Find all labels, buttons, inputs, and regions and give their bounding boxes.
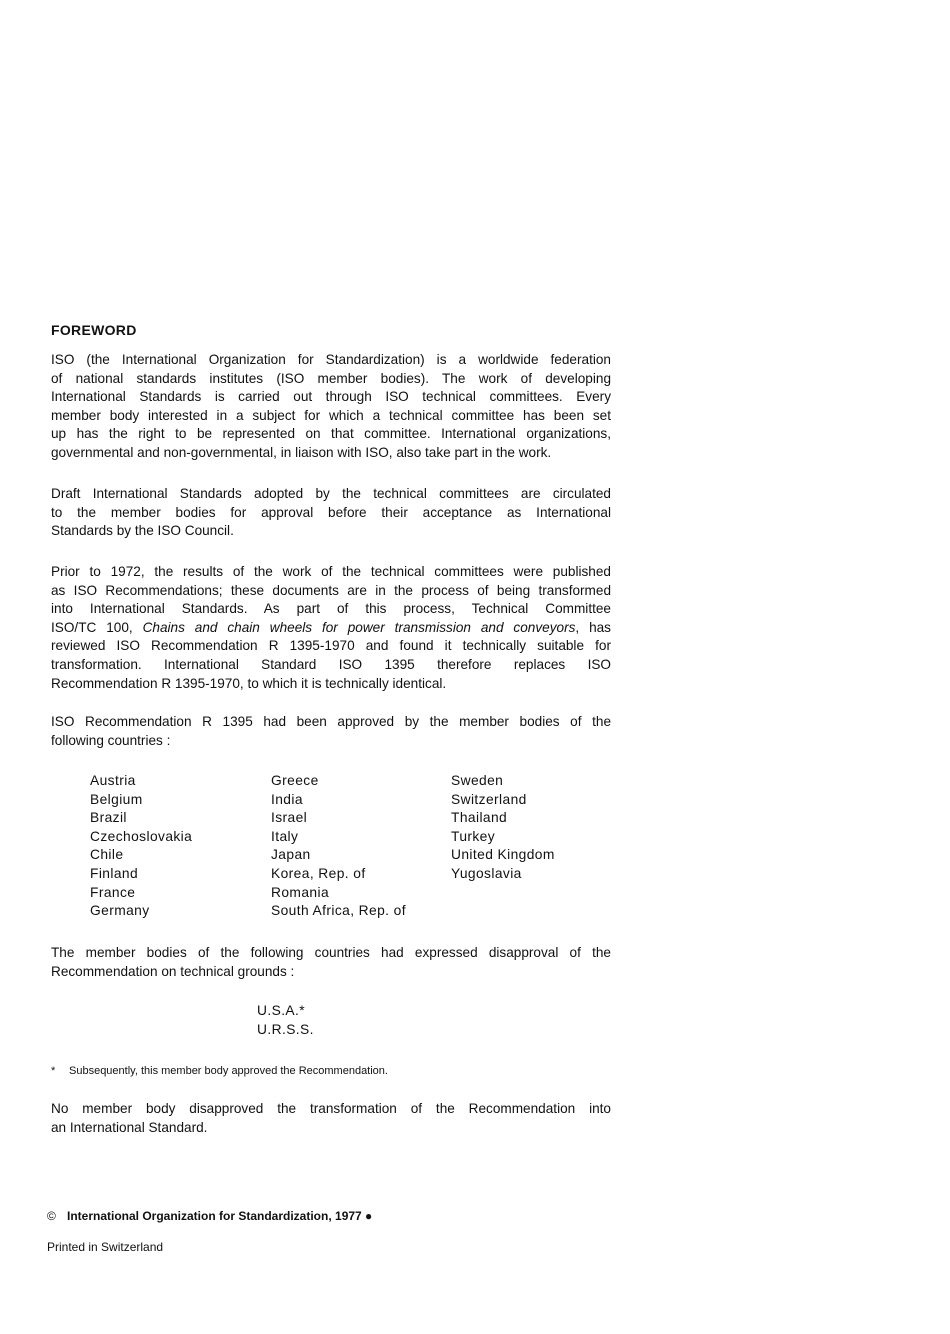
paragraph-line: ISO Recommendation R 1395 had been approved by the member bodies of the <box>51 714 611 729</box>
paragraph-line-committee <box>51 619 611 638</box>
country-item: Sweden <box>451 773 504 788</box>
paragraph-iso-intro <box>51 351 611 463</box>
country-item: South Africa, Rep. of <box>271 903 406 919</box>
copyright-text: International Organization for Standardization, 1977 ● <box>67 1209 373 1223</box>
paragraph-line: to the member bodies for approval before their acceptance as International <box>51 504 611 520</box>
country-item: United Kingdom <box>451 847 555 863</box>
countries-column-3 <box>451 772 555 884</box>
paragraph-line: an International Standard. <box>51 1119 208 1135</box>
paragraph-disapproval <box>51 944 611 981</box>
country-item: Greece <box>271 773 319 788</box>
country-item: Japan <box>271 847 311 863</box>
country-item: U.R.S.S. <box>257 1021 314 1037</box>
paragraph-line: Recommendation R 1395-1970, to which it is technically identical. <box>51 675 447 691</box>
paragraph-line: Recommendation on technical grounds : <box>51 963 295 979</box>
committee-title: Chains and chain wheels for power transmission and conveyors <box>142 619 576 635</box>
country-item: France <box>90 884 136 900</box>
country-item: Turkey <box>451 828 496 844</box>
country-item: Belgium <box>90 791 143 807</box>
paragraph-line: Prior to 1972, the results of the work of the technical committees were published <box>51 564 611 579</box>
country-item: Israel <box>271 810 308 826</box>
footnote <box>51 1064 388 1078</box>
paragraph-approving-countries <box>51 713 611 750</box>
country-item: Italy <box>271 828 299 844</box>
disapproving-countries <box>257 1002 314 1039</box>
paragraph-line: member body interested in a subject for which a technical committee has been set <box>51 407 611 423</box>
paragraph-line: No member body disapproved the transformation of the Recommendation into <box>51 1101 611 1116</box>
country-item: Thailand <box>451 810 508 826</box>
paragraph-no-disapproval <box>51 1100 611 1137</box>
copyright-icon: © <box>47 1209 56 1223</box>
country-item: Switzerland <box>451 791 527 807</box>
country-item: India <box>271 791 303 807</box>
paragraph-line: into International Standards. As part of this process, Technical Committee <box>51 601 611 617</box>
country-item: Romania <box>271 884 330 900</box>
paragraph-line: ISO (the International Organization for Standardization) is a worldwide federation <box>51 352 611 367</box>
committee-prefix: ISO/TC 100, <box>51 619 143 635</box>
countries-column-1 <box>90 772 192 921</box>
paragraph-line: reviewed ISO Recommendation R 1395-1970 and found it technically suitable for <box>51 638 611 654</box>
paragraph-line: following countries : <box>51 732 171 748</box>
country-item: Korea, Rep. of <box>271 865 366 881</box>
paragraph-line: of national standards institutes (ISO member bodies). The work of developing <box>51 370 611 386</box>
paragraph-line: transformation. International Standard ISO 1395 therefore replaces ISO <box>51 656 611 672</box>
country-item: U.S.A.* <box>257 1003 306 1018</box>
committee-suffix: , has <box>575 619 611 635</box>
paragraph-line: International Standards is carried out through ISO technical committees. Every <box>51 389 611 405</box>
country-item: Germany <box>90 903 150 919</box>
country-item: Brazil <box>90 810 127 826</box>
paragraph-line: Draft International Standards adopted by the technical committees are circulated <box>51 486 611 501</box>
country-item: Austria <box>90 773 136 788</box>
paragraph-transformation <box>51 563 611 693</box>
country-item: Finland <box>90 865 139 881</box>
country-item: Chile <box>90 847 124 863</box>
copyright-line <box>47 1209 372 1223</box>
paragraph-line: governmental and non-governmental, in liaison with ISO, also take part in the work. <box>51 444 552 460</box>
paragraph-line: as ISO Recommendations; these documents are in the process of being transformed <box>51 582 611 598</box>
country-item: Czechoslovakia <box>90 828 193 844</box>
foreword-heading: FOREWORD <box>51 322 137 338</box>
countries-column-2 <box>271 772 406 921</box>
paragraph-line: up has the right to be represented on that committee. International organizations, <box>51 426 611 442</box>
footnote-mark: * <box>51 1065 56 1077</box>
country-item: Yugoslavia <box>451 865 522 881</box>
footnote-text: Subsequently, this member body approved the Recommendation. <box>69 1065 388 1077</box>
printed-in: Printed in Switzerland <box>47 1240 164 1254</box>
paragraph-line: Standards by the ISO Council. <box>51 523 234 539</box>
paragraph-draft-standards <box>51 485 611 541</box>
paragraph-line: The member bodies of the following countries had expressed disapproval of the <box>51 945 611 960</box>
